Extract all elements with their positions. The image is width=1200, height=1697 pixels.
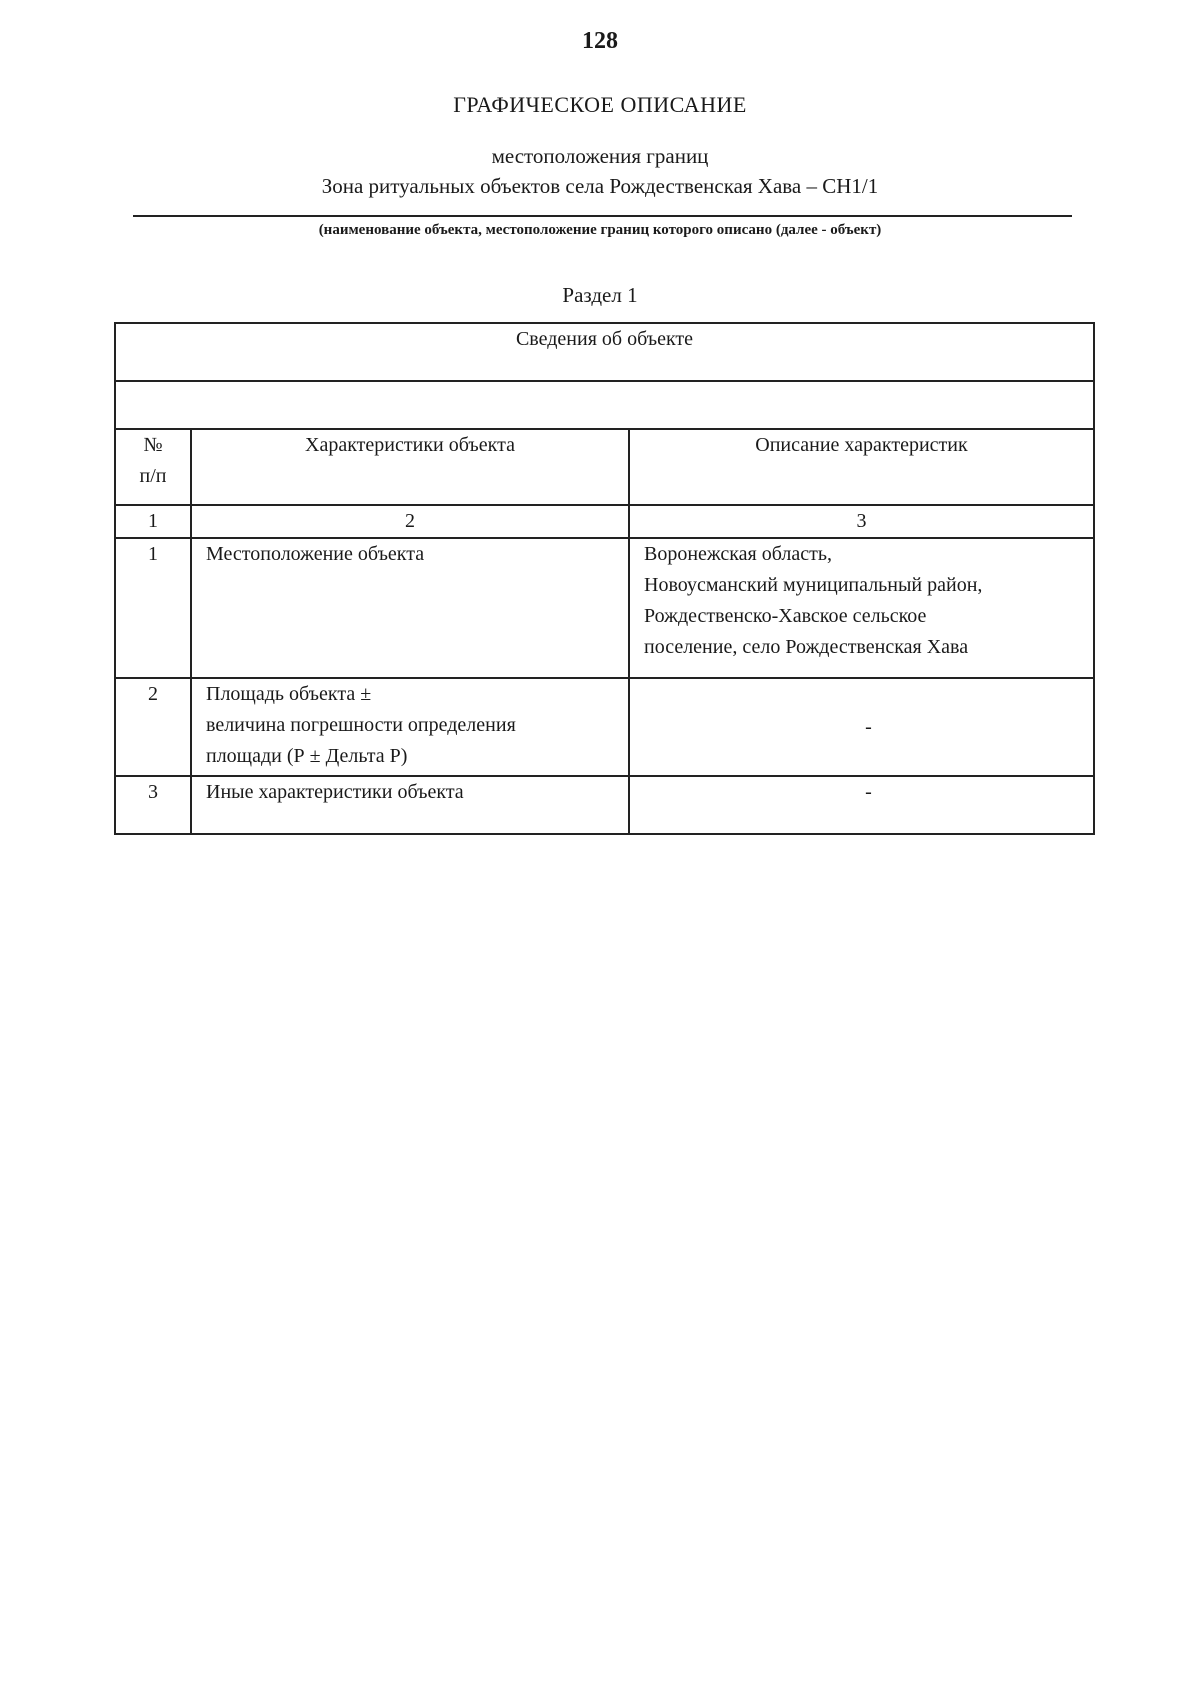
underline-divider — [133, 215, 1072, 217]
description-cell: - — [629, 776, 1094, 834]
characteristic-text: площади (Р ± Дельта Р) — [206, 745, 408, 767]
description-text: поселение, село Рождественская Хава — [644, 636, 969, 658]
table-header-row — [115, 429, 1094, 505]
description-cell: - — [629, 678, 1094, 776]
row-number: 3 — [115, 776, 191, 834]
table-empty-row — [115, 381, 1094, 429]
characteristic-cell — [191, 538, 629, 678]
header-number — [115, 429, 191, 505]
characteristic-cell — [191, 678, 629, 776]
characteristic-text: величина погрешности определения — [206, 714, 516, 736]
description-text: Новоусманский муниципальный район, — [644, 574, 983, 596]
description-text: Воронежская область, — [644, 543, 833, 565]
object-info-table — [114, 322, 1095, 835]
description-cell — [629, 538, 1094, 678]
characteristic-text: Иные характеристики объекта — [206, 781, 464, 803]
table-title-row — [115, 323, 1094, 381]
document-title: ГРАФИЧЕСКОЕ ОПИСАНИЕ — [453, 92, 747, 117]
section-heading: Раздел 1 — [562, 283, 638, 307]
table-row — [115, 678, 1094, 776]
table-row — [115, 776, 1094, 834]
row-number: 2 — [115, 678, 191, 776]
header-description: Описание характеристик — [629, 429, 1094, 505]
column-index: 1 — [115, 505, 191, 538]
object-name: Зона ритуальных объектов села Рождественская Хава – СН1/1 — [321, 174, 879, 198]
table-title: Сведения об объекте — [115, 323, 1094, 381]
characteristic-cell — [191, 776, 629, 834]
header-number-line1: № — [143, 434, 163, 456]
header-characteristics: Характеристики объекта — [191, 429, 629, 505]
description-text: Рождественско-Хавское сельское — [644, 605, 927, 627]
document-subtitle: местоположения границ — [491, 144, 709, 168]
characteristic-text: Площадь объекта ± — [206, 683, 372, 705]
table-row — [115, 538, 1094, 678]
column-index: 3 — [629, 505, 1094, 538]
header-number-line2: п/п — [139, 465, 167, 487]
characteristic-text: Местоположение объекта — [206, 543, 425, 565]
column-index-row — [115, 505, 1094, 538]
object-name-caption: (наименование объекта, местоположение границ которого описано (далее - объект) — [318, 222, 882, 238]
column-index: 2 — [191, 505, 629, 538]
row-number: 1 — [115, 538, 191, 678]
page-number: 128 — [582, 28, 618, 54]
